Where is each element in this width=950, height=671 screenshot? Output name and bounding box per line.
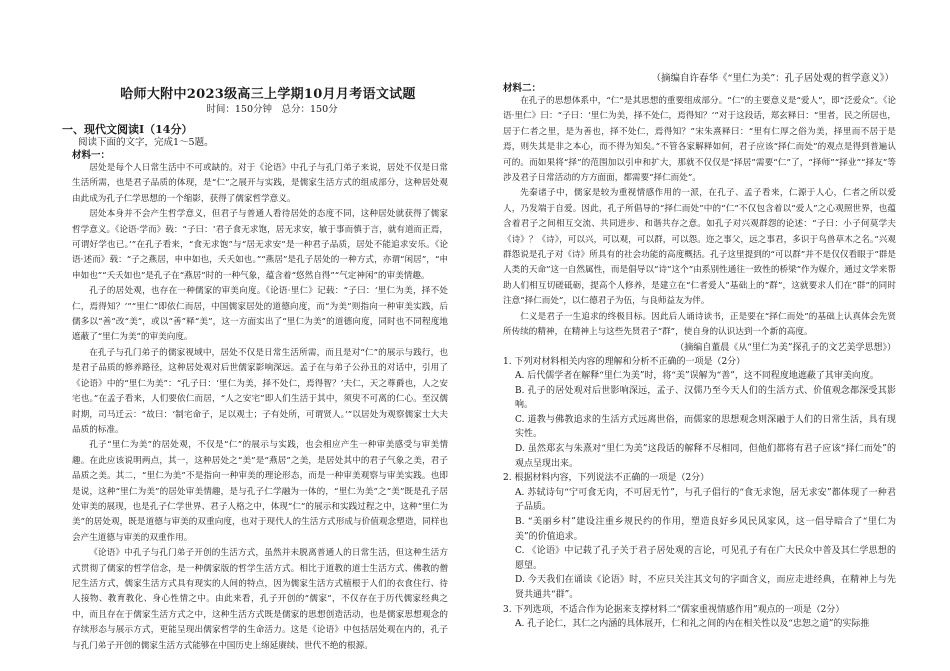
material1-paragraph: 居处本身并不会产生哲学意义，但君子与普通人看待居处的态度不同，这种居处就获得了儒家哲学意义。《论语·学而》载：“子曰：‘君子食无求饱，居无求安，敏于事而慎于言，就有道而正焉，可谓好学也已。’”在孔子看来，“食无求饱”与“居无求安”是一种君子品质，居处不能追求安乐。《论语·述而》载：“子之燕居，申申如也，夭夭如也。”“燕居”是孔子居处的一种方式，亦谓“闲居”，“申申如也”“夭夭如也”是孔子在“燕居”时的一种气象，蕴含着“悠然自得”“气定神闲”的审美情趣。 bbox=[72, 209, 448, 281]
question-2 bbox=[503, 471, 896, 602]
question-option: A. 孔子论仁，其仁之内涵的具体展开，仁和礼之间的内在相关性以及“忠恕之道”的实际推 bbox=[515, 619, 870, 630]
material1-paragraph: 居处是每个人日常生活中不可或缺的。对于《论语》中孔子与孔门弟子来说，居处不仅是日常生活所需，也是君子品质的体现，是“仁”之展开与实践，是儒家生活方式的组成部分，这种居处观由此成为孔子仁学思想的一个缩影，获得了儒家哲学意义。 bbox=[72, 163, 448, 204]
question-option: A. 后代儒学者在解释“里仁为美”时，将“美”误解为“善”，这不同程度地遮蔽了其审美向度。 bbox=[515, 371, 879, 382]
question-option: C. 道教与佛教追求的生活方式远离世俗，而儒家的思想观念则深融于人们的日常生活，具有现实性。 bbox=[515, 414, 896, 440]
page-title: 哈师大附中2023级高三上学期10月月考语文试题 bbox=[120, 87, 416, 102]
question-option: D. 虽然郑玄与朱熹对“里仁为美”这段话的解释不尽相同，但他们都将有君子应该“择仁而处”的观点呈现出来。 bbox=[515, 444, 896, 469]
question-stem: 2. 根据材料内容，下列说法不正确的一项是（2分） bbox=[503, 473, 710, 484]
section-heading: 一、现代文阅读Ⅰ（14分） bbox=[62, 123, 193, 136]
question-option: C. 《论语》中记载了孔子关于君子居处观的言论，可见孔子有在广大民众中普及其仁学思想的愿望。 bbox=[515, 546, 896, 571]
question-stem: 3. 下列选项，不适合作为论据来支撑材料二“儒家重视情感作用”观点的一项是（2分） bbox=[503, 604, 845, 615]
material1-paragraph: 《论语》中孔子与孔门弟子开创的生活方式，虽然并未脱离普通人的日常生活，但这种生活方式贯彻了儒家的哲学信念，是一种儒家版的哲学生活方式。相比于道教的道士生活方式、佛教的僧尼生活方式，儒家生活方式具有现实的人间的特点，因为儒家生活方式植根于人们的衣食住行、待人接物、教育教化、身心性情之中。由此来看，孔子开创的“儒家”，不仅存在于历代儒家经典之中，而且存在于儒家生活方式之中，这种生活方式既是儒家的思想创造活动，也是儒家思想观念的存续形态与展示方式，更能呈现出儒家哲学的生命活力。这是《论语》中包括居处观在内的，孔子与孔门弟子开创的儒家生活方式能够在中国历史上绵延赓续、世代不绝的根源。 bbox=[72, 548, 448, 651]
exam-meta: 时间：150分钟 总分：150分 bbox=[206, 104, 338, 115]
top-source-citation: （摘编自许春华《“里仁为美”：孔子居处观的哲学意义》） bbox=[651, 73, 894, 84]
material2-label: 材料二： bbox=[503, 83, 542, 94]
question-1 bbox=[503, 355, 896, 472]
material1-label: 材料一： bbox=[72, 150, 111, 161]
material2-paragraph: 仁义是君子一生追求的终极目标。因此后人诵诗读书，正是要在“择仁而处”的基础上认真体会先贤所传续的精神，在精神上与这些先贤君子“群”，使自身的认识达到一个新的高度。 bbox=[503, 311, 896, 338]
question-option: B. “美丽乡村”建设注重乡规民约的作用，塑造良好乡风民风家风，这一倡导暗合了“里仁为美”的价值追求。 bbox=[515, 517, 896, 542]
question-stem: 1. 下列对材料相关内容的理解和分析不正确的一项是（2分） bbox=[503, 356, 746, 367]
material1-paragraph: 在孔子与孔门弟子的儒家视域中，居处不仅是日常生活所需，而且是对“仁”的展示与践行，也是君子品质的修养路径，这种居处观对后世儒家影响深远。孟子在与弟子公孙丑的对话中，引用了《论语》中的“里仁为美”：“孔子曰：‘里仁为美，择不处仁，焉得智？’夫仁，天之尊爵也，人之安宅也。”在孟子看来，人们要依仁而居，“人之安宅”即人们生活于其中，须臾不可离的仁心。至汉儒时期，司马迁云：“故曰：‘制宅命子，足以观士；子有处所，可谓贤人。’”以居处为观察儒家士大夫品质的标准。 bbox=[72, 347, 448, 435]
material2-paragraph: 在孔子的思想体系中，“仁”是其思想的重要组成部分。“仁”的主要意义是“爱人”，即“泛爱众”。《论语·里仁》曰：“子曰：‘里仁为美，择不处仁，焉得知？’”对于这段话，郑玄释曰：“里者，民之所居也，居于仁者之里，是为善也，择不处仁，焉得知？”宋朱熹释曰：“里有仁厚之俗为美，择里而不居于是焉，则失其是非之本心，而不得为知矣。”不管各家解释如何，君子应该“择仁而处”的观点是得到普遍认可的。而如果将“择”的范围加以引申和扩大，那就不仅仅是“择居”需要“仁”了，“择师”“择业”“择友”等涉及君子日常活动的方方面面，都需要“择仁而处”。 bbox=[503, 96, 896, 184]
question-option: A. 苏轼诗句“宁可食无肉，不可居无竹”，与孔子倡行的“食无求饱，居无求安”都体现了一种君子品质。 bbox=[515, 487, 896, 513]
question-option: D. 今天我们在诵读《论语》时，不应只关注其文句的字面含义，而应走进经典，在精神上与先贤共通共“群”。 bbox=[515, 575, 896, 600]
material2-paragraph: 先秦诸子中，儒家是较为重视情感作用的一派，在孔子、孟子看来，仁源于人心，仁者之所以爱人，乃发端于自爱。因此，孔子所倡导的“择仁而处”中的“仁”不仅包含着以“爱人”之心观照世界，也蕴含着君子之间相互交流、共同进步、和谐共存之意。如孔子对兴观群怨的论述：“子曰：小子何莫学夫《诗》？《诗》，可以兴，可以观，可以群，可以怨。迩之事父，远之事君，多识于鸟兽草木之名。”兴观群怨说是孔子对《诗》所具有的社会功能的高度概括。孔子这里提到的“可以群”并不是仅仅看眼于“群是人类的天命”这一自然属性，而是倡导以“诗”这个“由系别性通往一致性的桥梁”作为媒介，通过文学来帮助人们相互切磋砥砺，提高个人修养，是建立在“仁者爱人”基础上的“群”，这就要求人们在“群”的同时注意“择仁而处”，以仁德君子为伍，与良师益友为伴。 bbox=[503, 188, 896, 307]
material2-source: （摘编自董晨《从“里仁为美”探孔子的文艺美学思想》） bbox=[675, 342, 896, 353]
material2 bbox=[503, 80, 896, 632]
material1 bbox=[72, 147, 448, 654]
question-3 bbox=[503, 603, 896, 632]
section-instruction: 阅读下面的文字，完成1～5题。 bbox=[78, 137, 214, 148]
material1-paragraph: 孔子的居处观，也存在一种儒家的审美向度。《论语·里仁》记载：“子曰：‘里仁为美，择不处仁，焉得知？’”“里仁”即依仁而居，中国儒家居处的道德向度，而“为美”则指向一种审美实践，后儒多以“善”改“美”，或以“善”释“美”，这一方面实出了“里仁为美”的道德向度，同时也不同程度地遮蔽了“里仁为美”的审美向度。 bbox=[72, 286, 448, 343]
question-option: B. 孔子的居处观对后世影响深远，孟子、汉儒乃至今天人们的生活方式、价值观念都深受其影响。 bbox=[515, 385, 896, 411]
material1-paragraph: 孔子“里仁为美”的居处观，不仅是“仁”的展示与实践，也会相应产生一种审美感受与审美情趣。在此应该说明两点，其一，这种居处之“美”是“燕居”之美，是居处其中的君子气象之美，君子品质之美。其二，“里仁为美”不是指向一种审美的理论形态，而是一种审美观察与审美实践。也即是说，这种“里仁为美”的居处审美情趣，是与孔子仁学融为一体的，“里仁为美”之“美”既是孔子居处审美的展现，也是孔子仁学世界、君子人格之中，体现“仁”的展示和实践过程之中，这种“里仁为美”的居处观，既是道德与审美的双重向度，也对于现代人的生活方式形成与价值观念塑造，同样也会产生道德与审美的双重作用。 bbox=[72, 440, 448, 543]
